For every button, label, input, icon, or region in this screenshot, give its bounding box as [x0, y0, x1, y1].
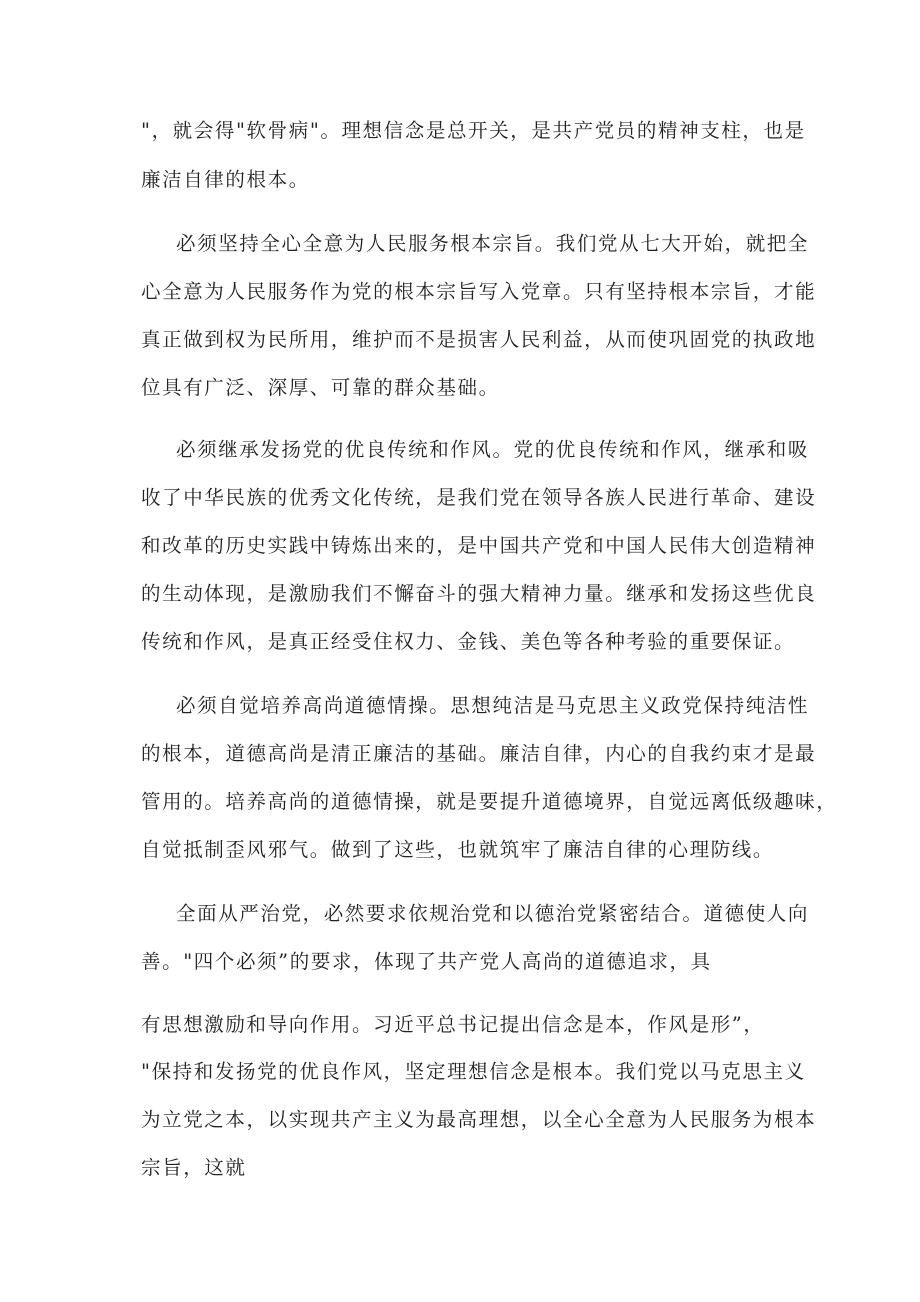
- paragraph-6-line-4: 宗旨，这就: [141, 1156, 247, 1179]
- paragraph-4-line-2: 的根本，道德高尚是清正廉洁的基础。廉洁自律，内心的自我约束才是最: [141, 742, 817, 765]
- paragraph-6-line-1: 有思想激励和导向作用。习近平总书记提出信念是本，作风是形”，: [141, 1013, 765, 1036]
- paragraph-2-line-4: 位具有广泛、深厚、可靠的群众基础。: [141, 376, 500, 399]
- paragraph-6-line-2: "保持和发扬党的优良作风，坚定理想信念是根本。我们党以马克思主义: [141, 1060, 806, 1083]
- paragraph-5-line-2: 善。"四个必须”的要求，体现了共产党人高尚的道德追求，具: [141, 950, 712, 973]
- paragraph-3-line-4: 的生动体现，是激励我们不懈奋斗的强大精神力量。继承和发扬这些优良: [141, 582, 817, 605]
- paragraph-4-line-1: 必须自觉培养高尚道德情操。思想纯洁是马克思主义政党保持纯洁性: [176, 694, 810, 717]
- paragraph-4-line-4: 自觉抵制歪风邪气。做到了这些，也就筑牢了廉洁自律的心理防线。: [141, 838, 775, 861]
- paragraph-2-line-1: 必须坚持全心全意为人民服务根本宗旨。我们党从七大开始，就把全: [176, 232, 810, 255]
- paragraph-4-line-3: 管用的。培养高尚的道德情操，就是要提升道德境界，自觉远离低级趣味，: [141, 790, 838, 813]
- paragraph-3-line-5: 传统和作风，是真正经受住权力、金钱、美色等各种考验的重要保证。: [141, 630, 796, 653]
- paragraph-3-line-1: 必须继承发扬党的优良传统和作风。党的优良传统和作风，继承和吸: [176, 438, 810, 461]
- paragraph-2-line-3: 真正做到权为民所用，维护而不是损害人民利益，从而使巩固党的执政地: [141, 328, 817, 351]
- paragraph-3-line-2: 收了中华民族的优秀文化传统，是我们党在领导各族人民进行革命、建设: [141, 486, 817, 509]
- paragraph-3-line-3: 和改革的历史实践中铸炼出来的，是中国共产党和中国人民伟大创造精神: [141, 534, 817, 557]
- paragraph-6-line-3: 为立党之本，以实现共产主义为最高理想，以全心全意为人民服务为根本: [141, 1108, 817, 1131]
- paragraph-1-line-1: "，就会得"软骨病"。理想信念是总开关，是共产党员的精神支柱，也是: [141, 119, 806, 142]
- paragraph-5-line-1: 全面从严治党，必然要求依规治党和以德治党紧密结合。道德使人向: [176, 902, 810, 925]
- paragraph-2-line-2: 心全意为人民服务作为党的根本宗旨写入党章。只有坚持根本宗旨，才能: [141, 280, 817, 303]
- paragraph-1-line-2: 廉洁自律的根本。: [141, 168, 310, 191]
